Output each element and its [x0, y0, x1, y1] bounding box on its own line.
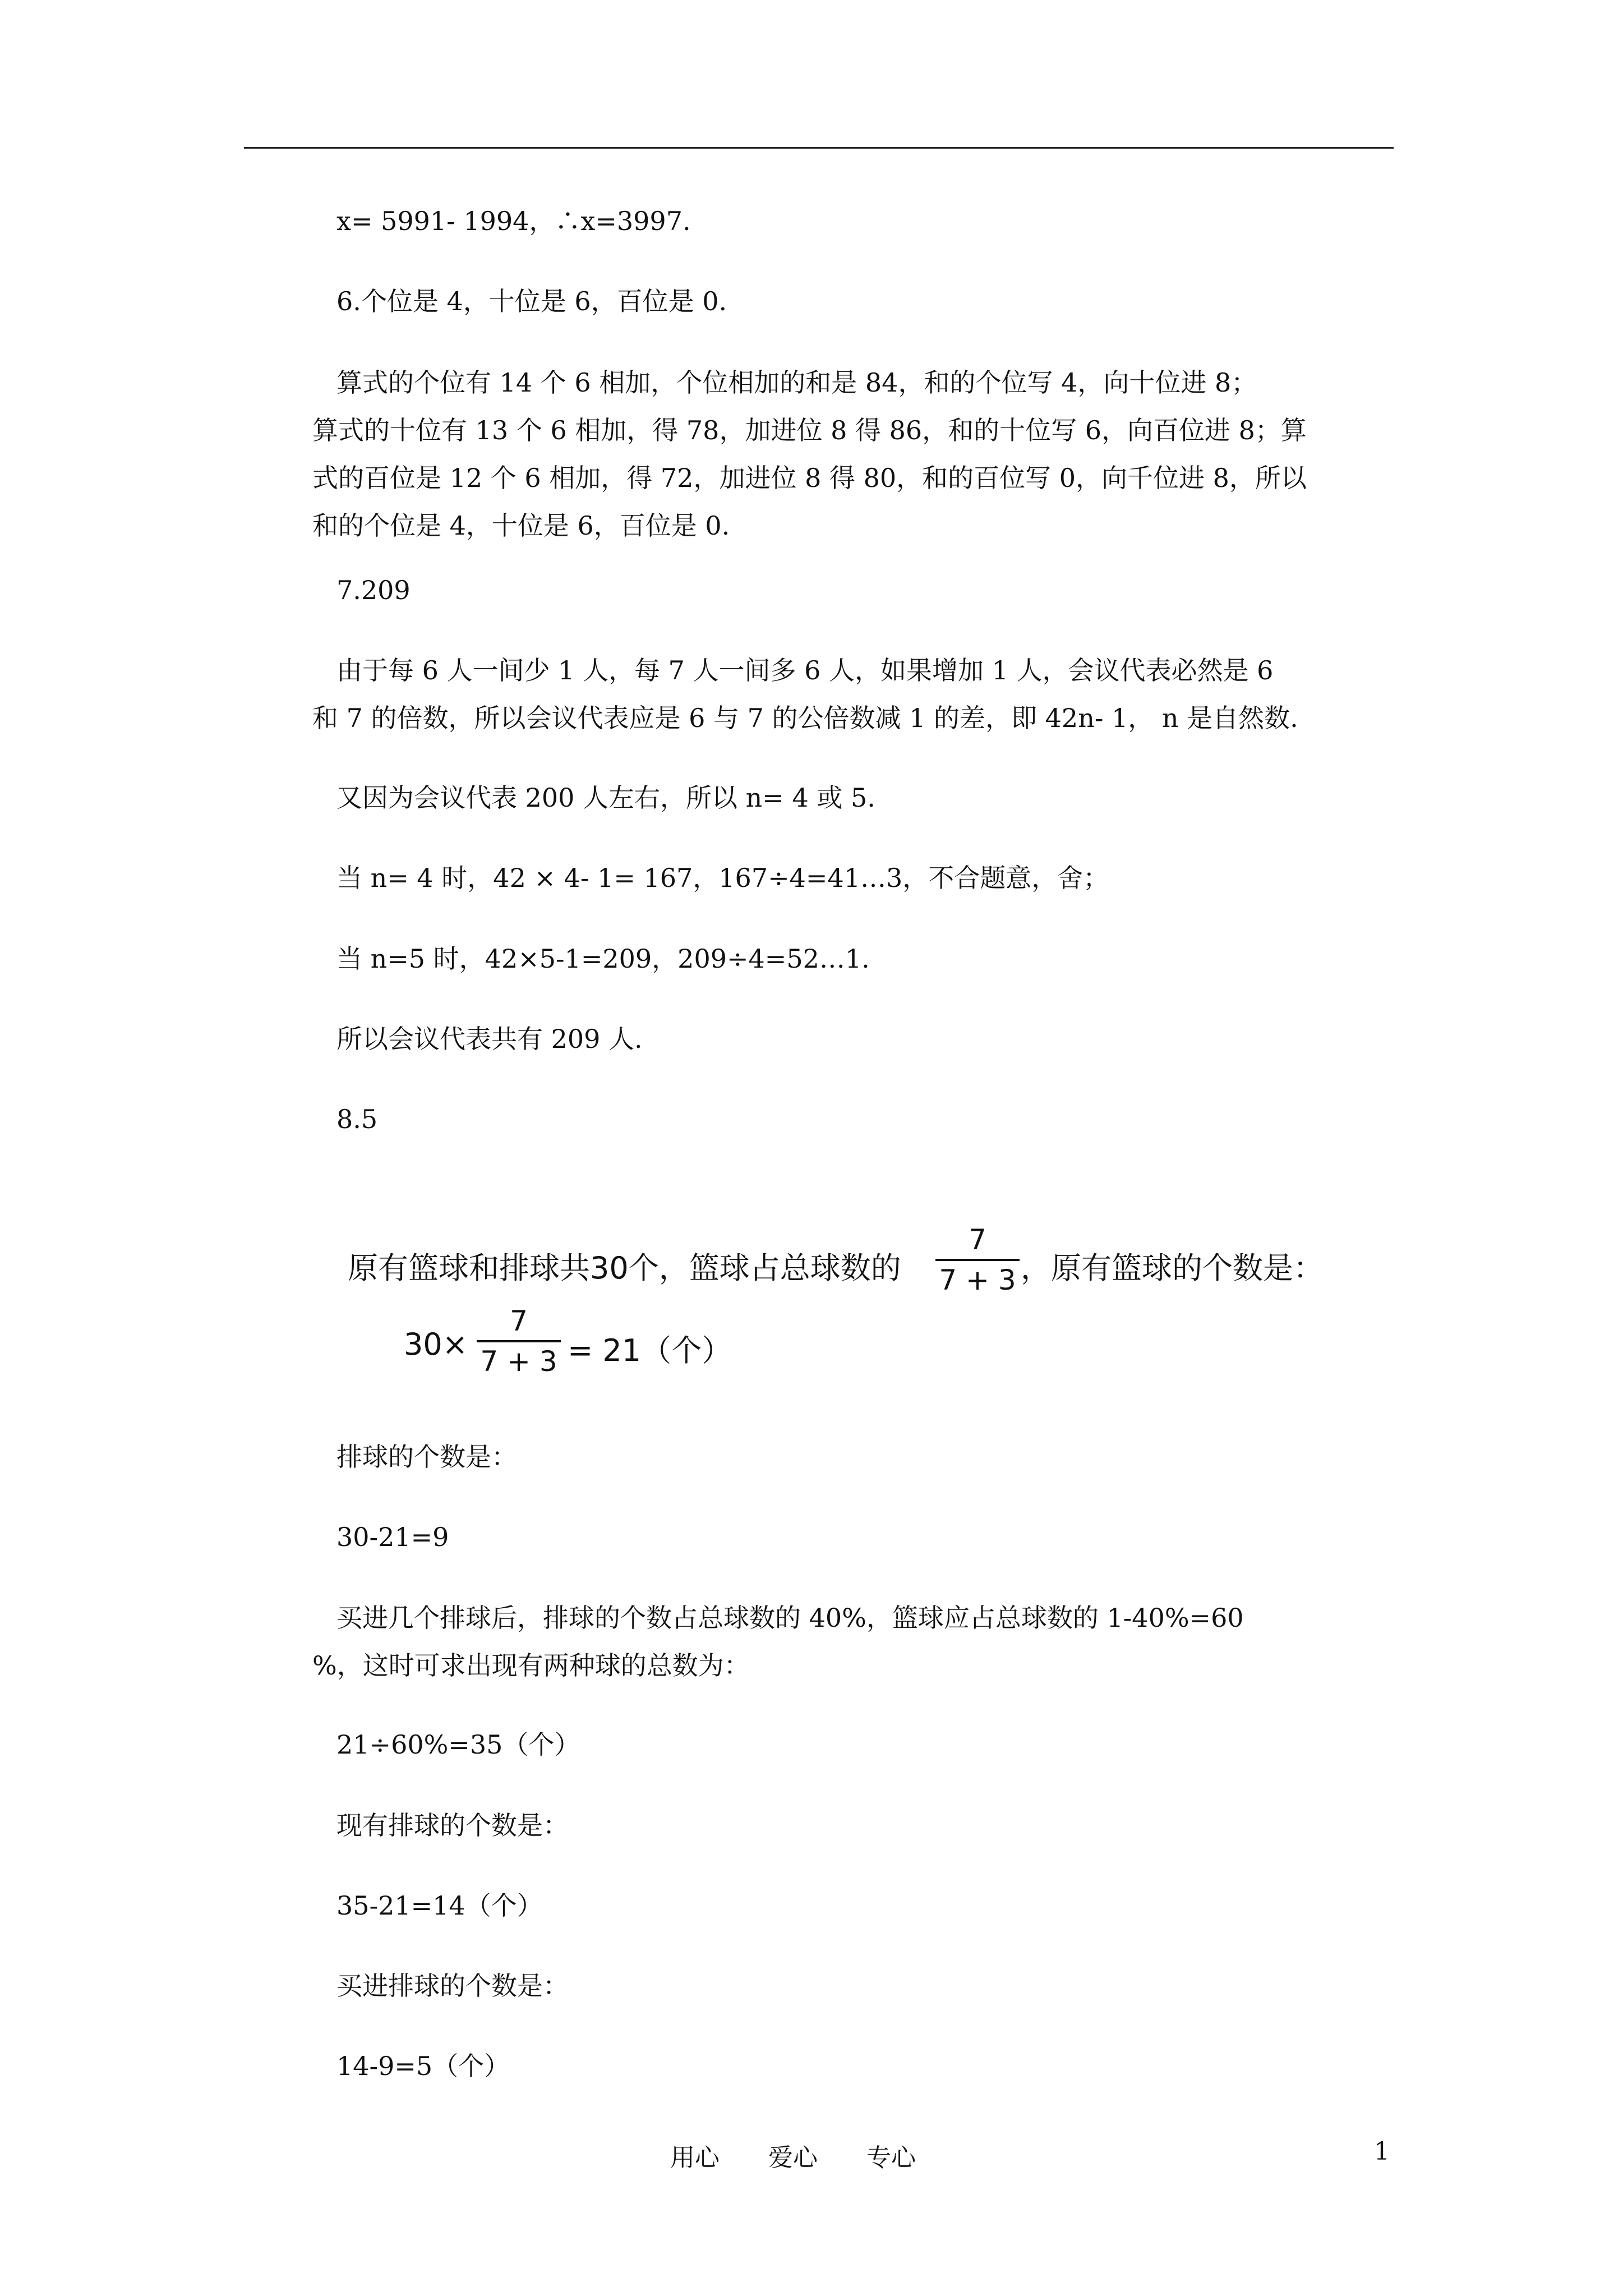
fraction [935, 1223, 1020, 1297]
text-line: 买进排球的个数是： [336, 1971, 569, 2001]
text-line: 又因为会议代表 200 人左右，所以 n= 4 或 5. [336, 783, 875, 813]
paragraph-line: 和 7 的倍数，所以会议代表应是 6 与 7 的公倍数减 1 的差，即 42n- 1， n 是自然数. [312, 703, 1298, 733]
image-text: 原有篮球和排球共30个，篮球占总球数的 [348, 1250, 901, 1286]
fraction-denominator: 7 + 3 [939, 1264, 1016, 1296]
paragraph [312, 1594, 1394, 1690]
text-line: 30-21=9 [336, 1522, 449, 1552]
fraction [477, 1304, 561, 1378]
text-line: 21÷60%=35（个） [336, 1729, 580, 1760]
fraction-bar [935, 1259, 1020, 1261]
text-line: 当 n= 4 时，42 × 4- 1= 167，167÷4=41…3，不合题意，舍； [336, 863, 1109, 893]
paragraph-line: 和的个位是 4，十位是 6，百位是 0. [312, 510, 730, 541]
text-line: 35-21=14（个） [336, 1890, 543, 1921]
image-text: 30× [404, 1327, 468, 1362]
footer-motto: 用心 [670, 2143, 720, 2172]
text-line: 8.5 [336, 1104, 378, 1134]
fraction-denominator: 7 + 3 [480, 1345, 557, 1378]
text-line: 排球的个数是： [336, 1442, 517, 1472]
paragraph-line: 式的百位是 12 个 6 相加，得 72，加进位 8 得 80，和的百位写 0，向千位进 8，所以 [312, 463, 1307, 493]
text-line: 所以会议代表共有 209 人. [336, 1024, 643, 1054]
paragraph [312, 359, 1394, 550]
paragraph-line: %，这时可求出现有两种球的总数为： [312, 1650, 750, 1681]
paragraph-line: 算式的个位有 14 个 6 相加，个位相加的和是 84，和的个位写 4，向十位进 8； [336, 367, 1257, 398]
text-line: 现有排球的个数是： [336, 1810, 569, 1841]
header-rule [244, 147, 1394, 149]
text-line: 14-9=5（个） [336, 2051, 510, 2081]
paragraph-line: 由于每 6 人一间少 1 人，每 7 人一间多 6 人，如果增加 1 人，会议代表必然是 6 [336, 655, 1274, 685]
paragraph [312, 647, 1394, 742]
text-line: 当 n=5 时，42×5-1=209，209÷4=52…1. [336, 944, 870, 974]
footer-motto: 爱心 [768, 2143, 818, 2172]
fraction-numerator: 7 [969, 1223, 986, 1256]
paragraph-line: 算式的十位有 13 个 6 相加，得 78，加进位 8 得 86，和的十位写 6，向百位进 8；算 [312, 415, 1307, 445]
paragraph-line: 买进几个排球后，排球的个数占总球数的 40%，篮球应占总球数的 1-40%=60 [336, 1603, 1244, 1633]
text-line: 6.个位是 4，十位是 6，百位是 0. [336, 286, 727, 316]
image-text: ，原有篮球的个数是： [1021, 1250, 1324, 1286]
fraction-numerator: 7 [510, 1305, 528, 1337]
text-line: 7.209 [336, 575, 411, 605]
footer-motto: 专心 [866, 2143, 916, 2172]
fraction-bar [477, 1340, 561, 1342]
page-number: 1 [1374, 2137, 1390, 2166]
text-line: x= 5991- 1994，∴x=3997. [336, 206, 691, 236]
image-text: = 21（个） [568, 1333, 732, 1368]
